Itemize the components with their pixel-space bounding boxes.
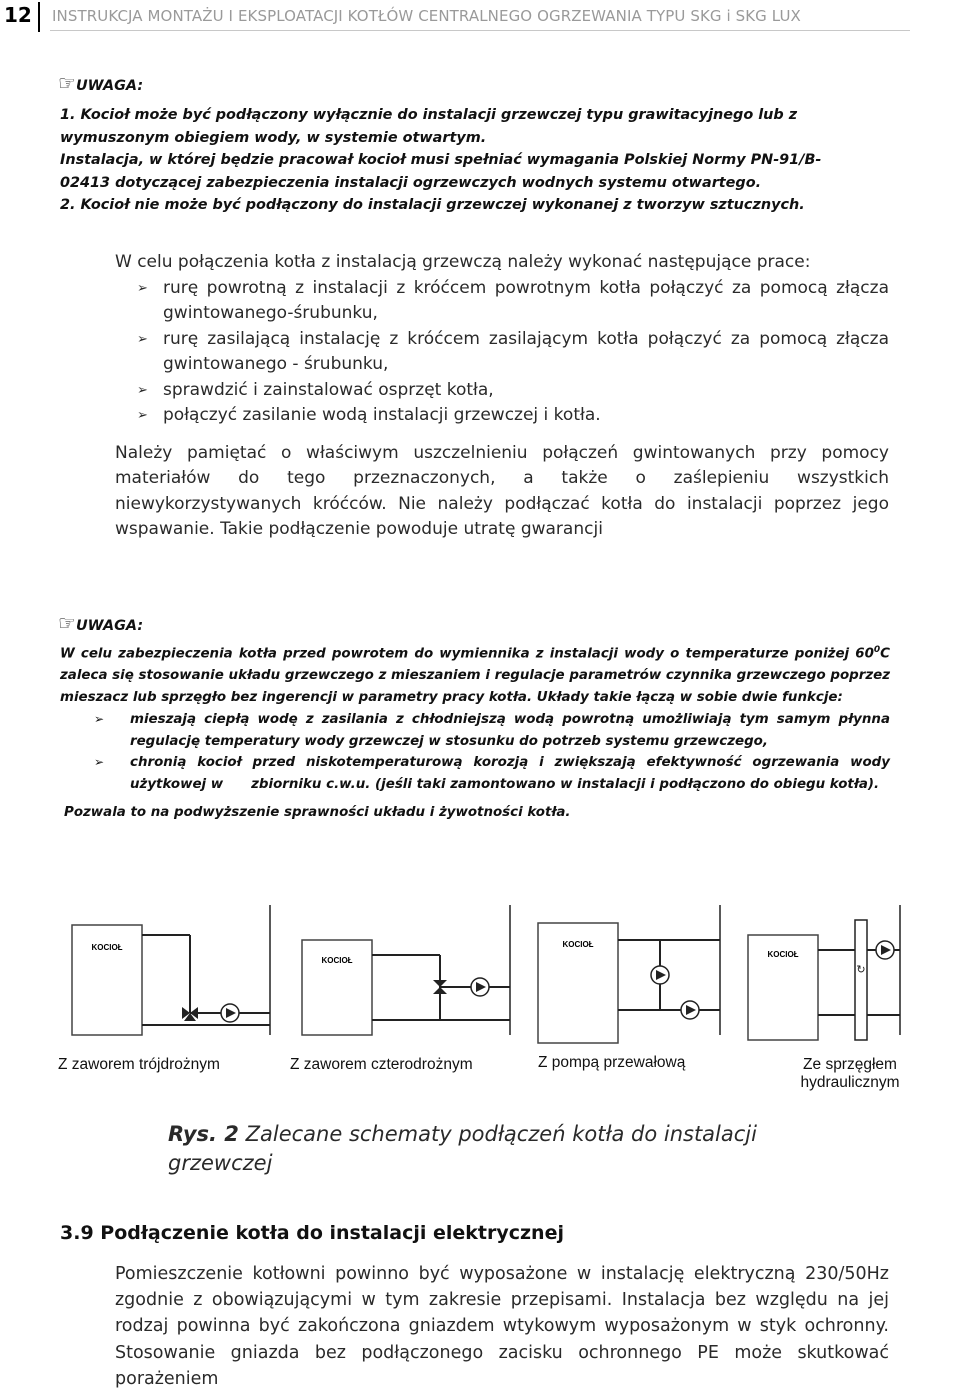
scheme-bypass-pump bbox=[538, 905, 720, 1043]
connection-note: Należy pamiętać o właściwym uszczelnieniu połączeń gwintowanych przy pomocy materiałów do tego przeznaczonych, a także o zaślepieniu wszystkich niewykorzystywanych króćców. Nie należy podłączać kotła do instalacji poprzez jego wspawanie. Takie podłączenie powoduje utratę gwarancji bbox=[115, 442, 889, 539]
svg-text:↻: ↻ bbox=[856, 963, 866, 976]
warning-item-1-line-3: Instalacja, w której będzie pracował kocioł musi spełniać wymagania Polskiej Normy PN-91/B- bbox=[60, 152, 822, 168]
section-heading: 3.9 Podłączenie kotła do instalacji elektrycznej bbox=[60, 1222, 564, 1244]
arrow-bullet-icon: ➢ bbox=[94, 755, 105, 770]
connection-section bbox=[115, 250, 889, 543]
figure-caption-text: Zalecane schematy podłączeń kotła do instalacji grzewczej bbox=[168, 1122, 757, 1175]
pointing-hand-icon: ☞ bbox=[58, 611, 76, 635]
pointing-hand-icon: ☞ bbox=[58, 71, 76, 95]
warning-label: UWAGA: bbox=[75, 618, 144, 634]
diagram-label-bypass-pump: Z pompą przewałową bbox=[538, 1054, 686, 1071]
warning-item-1-line-4: 02413 dotyczącej zabezpieczenia instalacji ogrzewczych wodnych systemu otwartego. bbox=[60, 174, 762, 191]
list-item: ➢ rurę zasilającą instalację z króćcem zasilającym kotła połączyć za pomocą złącza gwintowanego - śrubunku, bbox=[137, 328, 889, 374]
warning-label: UWAGA: bbox=[75, 78, 144, 94]
header-divider bbox=[38, 2, 40, 32]
diagram-label-four-way: Z zaworem czterodrożnym bbox=[290, 1056, 473, 1073]
warning-2-body bbox=[60, 640, 895, 824]
connection-intro: W celu połączenia kotła z instalacją grzewczą należy wykonać następujące prace: bbox=[115, 252, 811, 272]
figure-number: Rys. 2 bbox=[168, 1122, 239, 1146]
scheme-hydraulic-coupler bbox=[748, 905, 900, 1040]
arrow-bullet-icon: ➢ bbox=[94, 711, 105, 726]
arrow-bullet-icon: ➢ bbox=[137, 331, 148, 347]
warning-heading-2 bbox=[58, 612, 143, 638]
list-item: ➢ mieszają ciepłą wodę z zasilania z chłodniejszą wodą powrotną umożliwiają tym samym płynna regulację temperatury wody grzewczej w stosunku do potrzeb systemu grzewczego, bbox=[60, 709, 890, 753]
header-title: INSTRUKCJA MONTAŻU I EKSPLOATACJI KOTŁÓW CENTRALNEGO OGRZEWANIA TYPU SKG i SKG LUX bbox=[52, 7, 801, 25]
heating-schemes-diagram bbox=[60, 895, 910, 1070]
warning-2-text: W celu zabezpieczenia kotła przed powrotem do wymiennika z instalacji wody o temperaturze poniżej $60^0C$ zaleca się stosowanie układu grzewczego z mieszaniem i regulacje parametrów czynnika grzewczego poprzez mieszacz lub sprzęgło bez ingerencji w parametry pracy kotła. Układy takie łączą w sobie dwie funkcje: bbox=[60, 645, 890, 706]
warning-list bbox=[60, 104, 890, 217]
list-item: ➢ połączyć zasilanie wodą instalacji grzewczej i kotła. bbox=[115, 403, 889, 429]
warning-item-1-line-1: 1. Kocioł może być podłączony wyłącznie do instalacji grzewczej typu grawitacyjnego lub z bbox=[60, 107, 798, 123]
boiler-label: KOCIOŁ bbox=[562, 940, 594, 949]
warning-item-1-line-2: wymuszonym obiegiem wody, w systemie otwartym. bbox=[60, 129, 487, 146]
scheme-three-way-valve bbox=[72, 905, 270, 1035]
warning-2-closing: Pozwala to na podwyższenie sprawności układu i żywotności kotła. bbox=[64, 805, 571, 821]
figure-caption bbox=[168, 1120, 868, 1178]
diagram-label-three-way: Z zaworem trójdrożnym bbox=[58, 1056, 220, 1073]
page-number: 12 bbox=[4, 3, 32, 27]
list-item: ➢ chronią kocioł przed niskotemperaturową korozją i zwiększają efektywność ogrzewania wody użytkowej w zbiorniku c.w.u. (jeśli taki zamontowano w instalacji i podłączono do obiegu kotła). bbox=[60, 752, 890, 796]
diagram-label-hydraulic-coupler: Ze sprzęgłem hydraulicznym bbox=[800, 1056, 900, 1091]
boiler-label: KOCIOŁ bbox=[767, 950, 799, 959]
arrow-bullet-icon: ➢ bbox=[137, 382, 148, 398]
scheme-four-way-valve bbox=[302, 905, 510, 1035]
boiler-label: KOCIOŁ bbox=[321, 956, 353, 965]
header-rule bbox=[50, 30, 910, 31]
section-body: Pomieszczenie kotłowni powinno być wyposażone w instalację elektryczną 230/50Hz zgodnie z obowiązującymi w tym zakresie przepisami. Instalacja bez względu na jej rodzaj powinna być zakończona gniazdem wtykowym wyposażonym w styk ochronny. Stosowanie gniazda bez podłączonego zacisku ochronnego PE może skutkować porażeniem bbox=[115, 1264, 889, 1389]
boiler-label: KOCIOŁ bbox=[91, 943, 123, 952]
warning-heading bbox=[58, 72, 143, 98]
warning-item-2: 2. Kocioł nie może być podłączony do instalacji grzewczej wykonanej z tworzyw sztucznych. bbox=[60, 197, 805, 213]
list-item: ➢ rurę powrotną z instalacji z króćcem powrotnym kotła połączyć za pomocą złącza gwintowanego-śrubunku, bbox=[137, 277, 889, 323]
arrow-bullet-icon: ➢ bbox=[137, 408, 148, 423]
list-item: ➢ sprawdzić i zainstalować osprzęt kotła, bbox=[115, 378, 889, 404]
arrow-bullet-icon: ➢ bbox=[137, 280, 148, 296]
